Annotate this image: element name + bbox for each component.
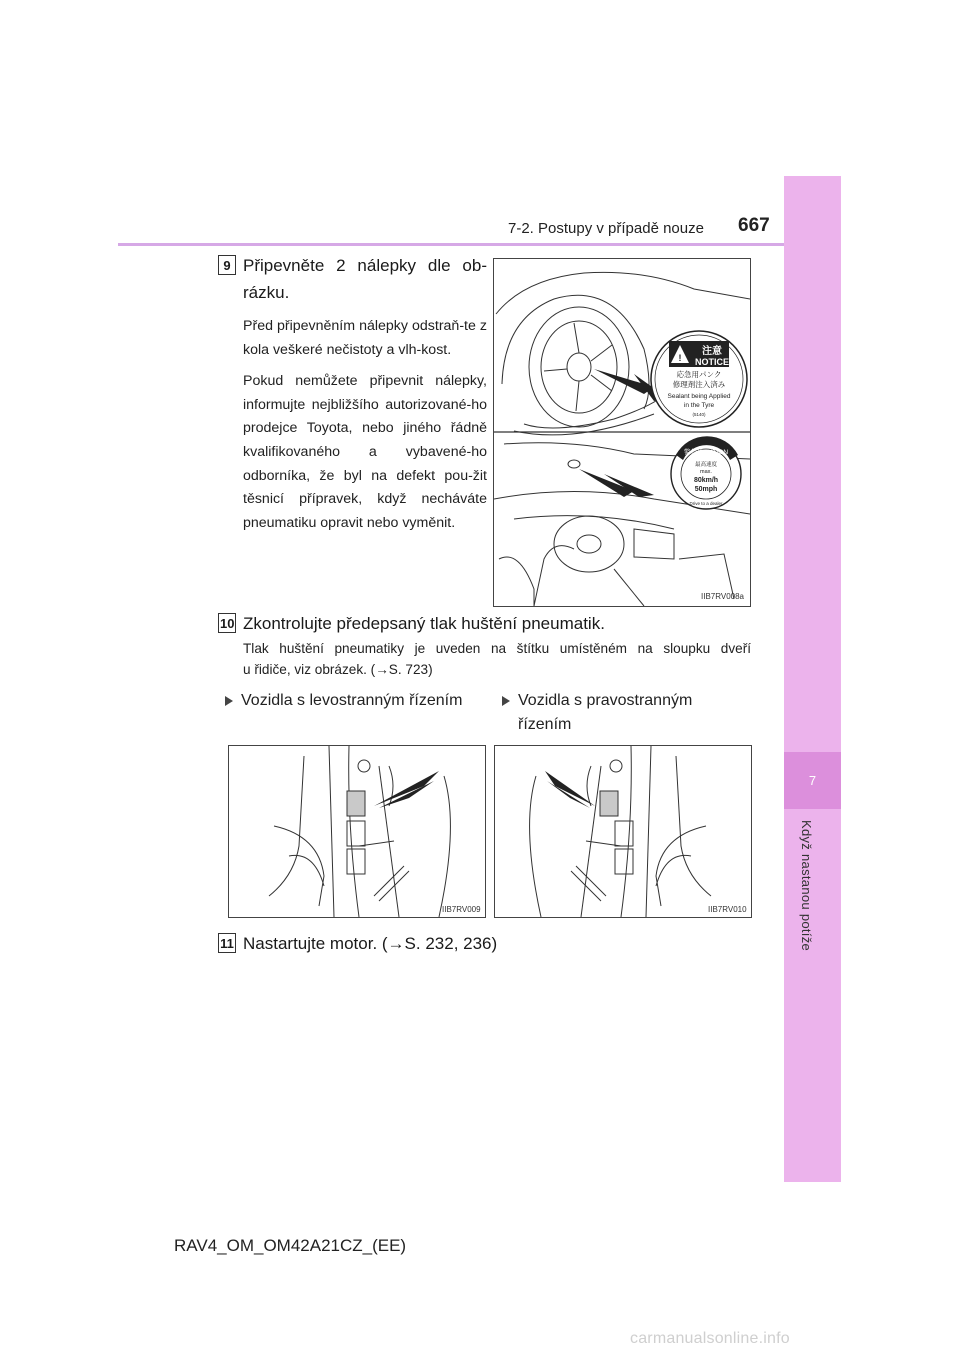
svg-text:!: ! xyxy=(678,353,682,363)
notice-small: (5140) xyxy=(692,412,706,417)
notice-warning-jp: 注意 xyxy=(702,346,722,357)
step-9-paragraph-1: Před připevněním nálepky odstraň-te z kola veškeré nečistoty a vlh-kost. xyxy=(243,318,487,358)
figure-code-rhd: IIB7RV010 xyxy=(708,905,747,914)
chapter-number: 7 xyxy=(808,773,817,788)
chapter-title: Když nastanou potíže xyxy=(799,820,814,952)
document-id: RAV4_OM_OM42A21CZ_(EE) xyxy=(174,1236,407,1255)
watermark-text: carmanualsonline.info xyxy=(630,1330,790,1347)
variant-right-hand-drive-label xyxy=(502,689,692,713)
caution-ring-text: Drive to a dealer xyxy=(689,501,723,506)
caution-line3: 80km/h xyxy=(693,477,719,484)
step-9-title-line2: rázku. xyxy=(243,283,290,302)
caution-line4: 50mph xyxy=(694,486,718,493)
variant-left-hand-drive-label xyxy=(225,689,462,713)
step-9-paragraph-2: Pokud nemůžete připevnit nálepky, informujte nejbližšího autorizované-ho prodejce Toyota, nebo jiného řádně kvalifikovaného a vybavené-ho odborníka, že byl na defekt pou-žit těsnicí přípravek, když necháváte pneumatiku opravit nebo vyměnit. xyxy=(243,373,487,531)
notice-line1: 応急用パンク xyxy=(676,370,722,379)
page-number: 667 xyxy=(738,215,770,236)
notice-header: NOTICE xyxy=(694,357,730,367)
step-10-title: Zkontrolujte předepsaný tlak huštění pneumatik. xyxy=(243,614,605,633)
header-rule xyxy=(118,243,784,246)
variant-rhd-text-line2: řízením xyxy=(518,716,572,733)
caution-line2: max. xyxy=(700,469,712,475)
step-10-paragraph-line2: u řidiče, viz obrázek. (→S. 723) xyxy=(243,662,433,677)
figure-sticker-placement xyxy=(493,258,751,607)
rhd-door-pillar-illustration xyxy=(495,746,751,917)
lhd-door-pillar-illustration xyxy=(229,746,485,917)
notice-line3: Sealant being Applied xyxy=(667,393,731,400)
caution-header: 警告/CAUTION xyxy=(683,449,729,456)
step-number-10: 10 xyxy=(218,613,236,633)
step-number-11: 11 xyxy=(218,933,236,953)
notice-line2: 修理剤注入済み xyxy=(672,380,726,389)
bullet-arrow-icon xyxy=(502,696,510,706)
variant-lhd-text: Vozidla s levostranným řízením xyxy=(241,692,463,709)
caution-line1: 最高速度 xyxy=(694,462,718,468)
variant-rhd-text-line1: Vozidla s pravostranným xyxy=(518,692,693,709)
figure-rhd-door-pillar xyxy=(494,745,752,918)
step-number-9: 9 xyxy=(218,255,236,275)
figure-lhd-door-pillar xyxy=(228,745,486,918)
section-title: 7-2. Postupy v případě nouze xyxy=(508,220,704,237)
chapter-side-tab xyxy=(784,176,841,1182)
step-10-paragraph-line1: Tlak huštění pneumatiky je uveden na štítku umístěném na sloupku dveří xyxy=(243,641,751,656)
bullet-arrow-icon xyxy=(225,696,233,706)
step-11-title: Nastartujte motor. (→S. 232, 236) xyxy=(243,934,498,953)
notice-line4: in the Tyre xyxy=(683,402,715,409)
figure-code-lhd: IIB7RV009 xyxy=(442,905,481,914)
sticker-placement-illustration xyxy=(494,259,750,606)
chapter-number-badge xyxy=(784,752,841,809)
step-9-text xyxy=(243,252,487,535)
figure-code: IIB7RV008a xyxy=(701,592,744,601)
step-9-title-line1: Připevněte 2 nálepky dle ob- xyxy=(243,256,487,275)
